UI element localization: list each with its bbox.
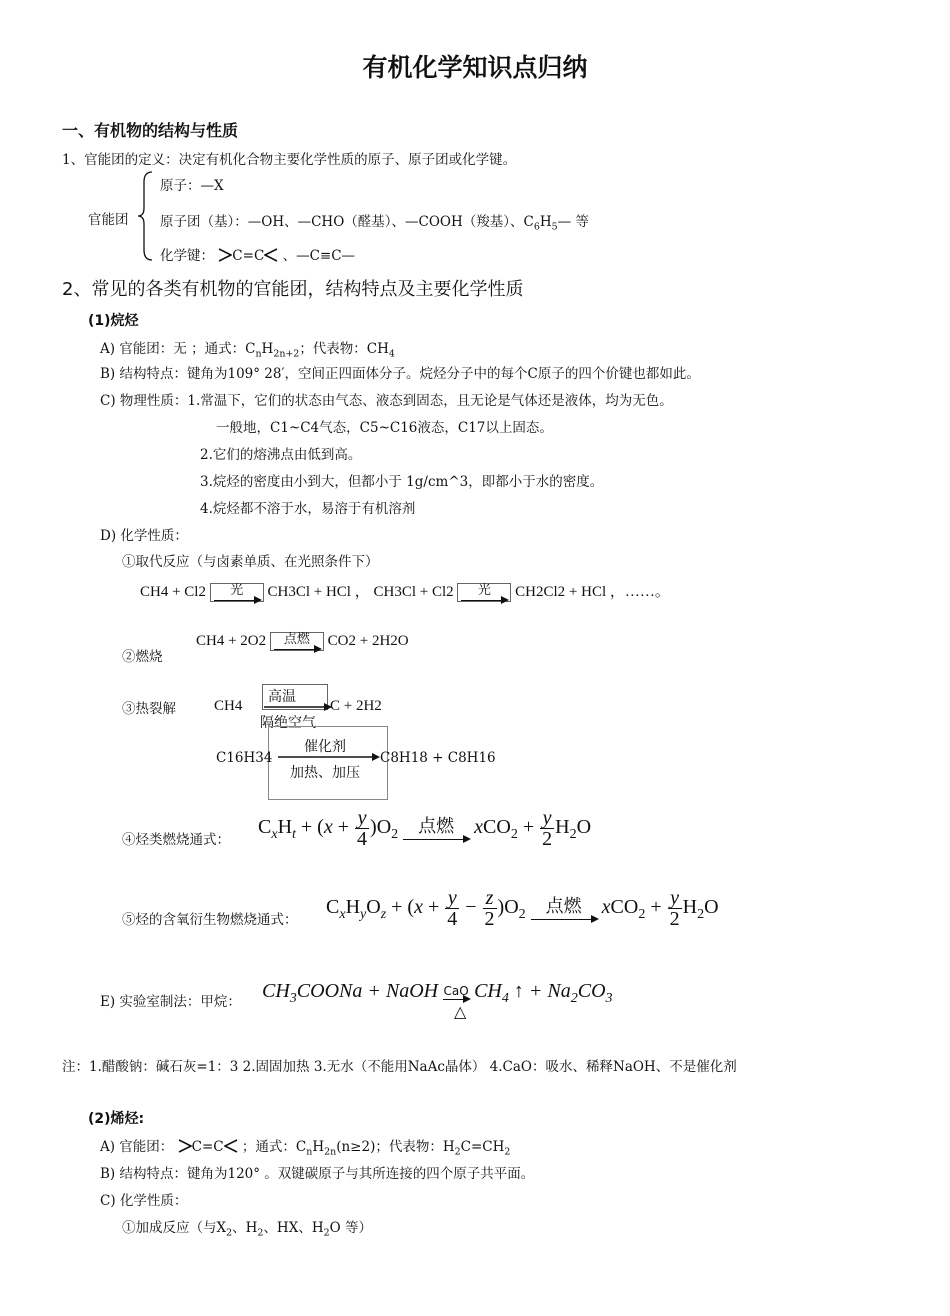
- cracking2-left: C16H34: [216, 750, 273, 766]
- alkene-a: [100, 1135, 510, 1158]
- catalyst-label: 催化剂: [304, 739, 346, 755]
- sub: 2: [257, 1227, 264, 1239]
- noair-label: 隔绝空气: [260, 715, 316, 731]
- fraction: $\frac{y}{4}$: [447, 887, 458, 930]
- fg-group-text: 原子团（基）：—OH、—CHO（醛基）、—COOH（羧基）、C: [160, 214, 534, 230]
- ignite-arrow: [270, 632, 324, 651]
- sub: 2n: [324, 1146, 337, 1158]
- sub: n: [306, 1146, 313, 1158]
- double-bond-text: C=C: [191, 1139, 224, 1155]
- sub: 2: [323, 1227, 330, 1239]
- alkane-c1: C) 物理性质：1.常温下，它们的状态由气态、液态到固态，且无论是气体还是液体，均为无色。: [100, 393, 673, 409]
- alkene-a-text: A) 官能团：: [100, 1139, 174, 1155]
- fraction: $\frac{y}{2}$: [669, 887, 680, 930]
- double-bond-text: C=C: [232, 248, 265, 264]
- methane-prep-equation: $CH_3COONa$ + NaOH CaO $CH_4$ ↑ + $Na_2CO_3$: [262, 980, 613, 1006]
- alkane-c2: 2.它们的熔沸点由低到高。: [200, 447, 362, 463]
- sub: 2: [504, 1146, 511, 1158]
- eq1-right: CH3Cl + HCl: [267, 584, 351, 600]
- bond-right-icon: [264, 247, 278, 263]
- arrow-line: [274, 649, 320, 650]
- arrow-line: [461, 600, 507, 601]
- bond-left-icon: [218, 247, 232, 263]
- comb-right: CO2 + 2H2O: [327, 633, 409, 650]
- addition-hx: 、HX、H: [263, 1220, 324, 1236]
- eq2-left: CH3Cl + Cl2: [373, 584, 454, 600]
- section-heading-classes: 2、常见的各类有机物的官能团，结构特点及主要化学性质: [62, 279, 524, 300]
- alkane-a-h: H: [261, 341, 274, 357]
- alkane-a: [100, 337, 395, 360]
- alkane-b: B) 结构特点：键角为109° 28′，空间正四面体分子。烷烃分子中的每个C原子的四个价键也都如此。: [100, 366, 700, 382]
- alkene-b: B) 结构特点：键角为120° 。双键碳原子与其所连接的四个原子共平面。: [100, 1166, 535, 1182]
- hydrocarbon-combustion-formula: $C_xH_t + (x$ + $\frac{y}{4}$ )$O_2$ 点燃 xCO$_2$ + $\frac{y}{2}$ $H_2O$: [258, 807, 592, 850]
- arrow-line: [403, 839, 469, 840]
- curly-brace-icon: [136, 170, 156, 262]
- alkane-d2: ②燃烧: [122, 649, 163, 665]
- light-arrow: [210, 583, 264, 602]
- alkane-c1b: 一般地，C1~C4气态，C5~C16液态，C17以上固态。: [216, 420, 553, 436]
- eq-end: ，……。: [609, 584, 670, 600]
- alkane-c4: 4.烷烃都不溶于水，易溶于有机溶剂: [200, 501, 416, 517]
- hightemp-label: 高温: [268, 689, 296, 705]
- sub: 2n+2: [273, 348, 300, 360]
- sub: n: [255, 348, 262, 360]
- ignite-arrow: [403, 817, 469, 840]
- alkane-a-rep: ；代表物：CH: [299, 341, 389, 357]
- alkane-d5: ⑤烃的含氧衍生物燃烧通式：: [122, 912, 298, 928]
- heatpress-label: 加热、加压: [290, 765, 360, 781]
- arrow-label: 点燃: [418, 816, 455, 838]
- functional-group-label: 官能团: [88, 212, 129, 228]
- sub: 6: [533, 221, 540, 233]
- sub: 2: [226, 1227, 233, 1239]
- substitution-equations: [140, 580, 670, 602]
- eq-separator: ，: [354, 584, 370, 600]
- alkene-rep-text: (n≥2)；代表物：H: [336, 1139, 455, 1155]
- fraction: $\frac{z}{2}$: [484, 887, 495, 930]
- ignite-arrow: [531, 897, 597, 920]
- arrow-label: 点燃: [283, 632, 310, 647]
- alkene-heading: (2)烯烃:: [88, 1111, 145, 1127]
- alkane-d3: ③热裂解: [122, 701, 176, 717]
- heat-symbol: △: [454, 1002, 467, 1021]
- cracking-right: C + 2H2: [330, 698, 382, 714]
- sub: 5: [551, 221, 558, 233]
- sub: 4: [388, 348, 395, 360]
- arrow-line: [531, 919, 597, 920]
- catalyst-arrow-icon: [276, 752, 386, 762]
- alkane-d4: ④烃类燃烧通式：: [122, 832, 230, 848]
- addition-text: ①加成反应（与X: [122, 1220, 227, 1236]
- alkane-d: D) 化学性质：: [100, 528, 188, 544]
- alkene-h: H: [312, 1139, 325, 1155]
- alkene-c: C) 化学性质：: [100, 1193, 188, 1209]
- comb-left: CH4 + 2O2: [196, 633, 267, 650]
- page-title: 有机化学知识点归纳: [362, 53, 588, 82]
- light-arrow: [457, 583, 511, 602]
- combustion-equation: [196, 632, 409, 651]
- alkane-e: E) 实验室制法：甲烷：: [100, 994, 241, 1010]
- cracking-arrow-icon: [262, 702, 334, 712]
- triple-bond-text: 、—C≡C—: [282, 248, 356, 264]
- alkene-rep-end: C=CH: [460, 1139, 505, 1155]
- cracking2-right: C8H18 + C8H16: [380, 750, 496, 766]
- derivative-combustion-formula: $C_xH_yO_z + (x$ + $\frac{y}{4}$ − $\frac{z}{2}$ )$O_2$ 点燃 xCO$_2$ + $\frac{y}{2}$ $H_2O$: [326, 887, 719, 930]
- arrow-label: 光: [230, 582, 244, 598]
- fg-group-end: — 等: [557, 214, 589, 230]
- alkene-c1: [122, 1216, 372, 1239]
- fg-atom: 原子：—X: [160, 178, 224, 194]
- fg-chemical-bond: [160, 244, 355, 264]
- addition-end: O 等）: [329, 1220, 372, 1236]
- alkane-c3: 3.烷烃的密度由小到大，但都小于 1g/cm^3，即都小于水的密度。: [200, 474, 604, 490]
- cao-arrow: [443, 985, 469, 999]
- alkene-formula-text: ；通式：C: [241, 1139, 307, 1155]
- arrow-label: CaO: [443, 984, 469, 999]
- arrow-label: 光: [477, 582, 491, 598]
- fg-atom-group: [160, 210, 589, 233]
- section-heading-structure: 一、有机物的结构与性质: [62, 121, 239, 140]
- note: 注：1.醋酸钠：碱石灰=1：3 2.固固加热 3.无水（不能用NaAc晶体） 4.CaO：吸水、稀释NaOH、不是催化剂: [62, 1059, 737, 1075]
- bond-label: 化学键：: [160, 248, 214, 264]
- arrow-line: [443, 999, 469, 1000]
- eq1-left: CH4 + Cl2: [140, 584, 206, 600]
- eq2-right: CH2Cl2 + HCl: [515, 584, 607, 600]
- addition-h2: 、H: [232, 1220, 258, 1236]
- cracking-left: CH4: [214, 698, 243, 714]
- functional-group-definition: 1、官能团的定义：决定有机化合物主要化学性质的原子、原子团或化学键。: [62, 152, 517, 168]
- arrow-line: [214, 600, 260, 601]
- fraction: $\frac{y}{2}$: [542, 807, 553, 850]
- fraction: $\frac{y}{4}$: [357, 807, 368, 850]
- sub: 2: [454, 1146, 461, 1158]
- alkane-d1: ①取代反应（与卤素单质、在光照条件下）: [122, 554, 379, 570]
- arrow-label: 点燃: [545, 896, 582, 918]
- alkane-a-text: A) 官能团：无 ；通式：C: [100, 341, 256, 357]
- alkane-heading: (1)烷烃: [88, 313, 139, 329]
- bond-left-icon: [178, 1138, 192, 1154]
- fg-group-h: H: [539, 214, 552, 230]
- bond-right-icon: [224, 1138, 238, 1154]
